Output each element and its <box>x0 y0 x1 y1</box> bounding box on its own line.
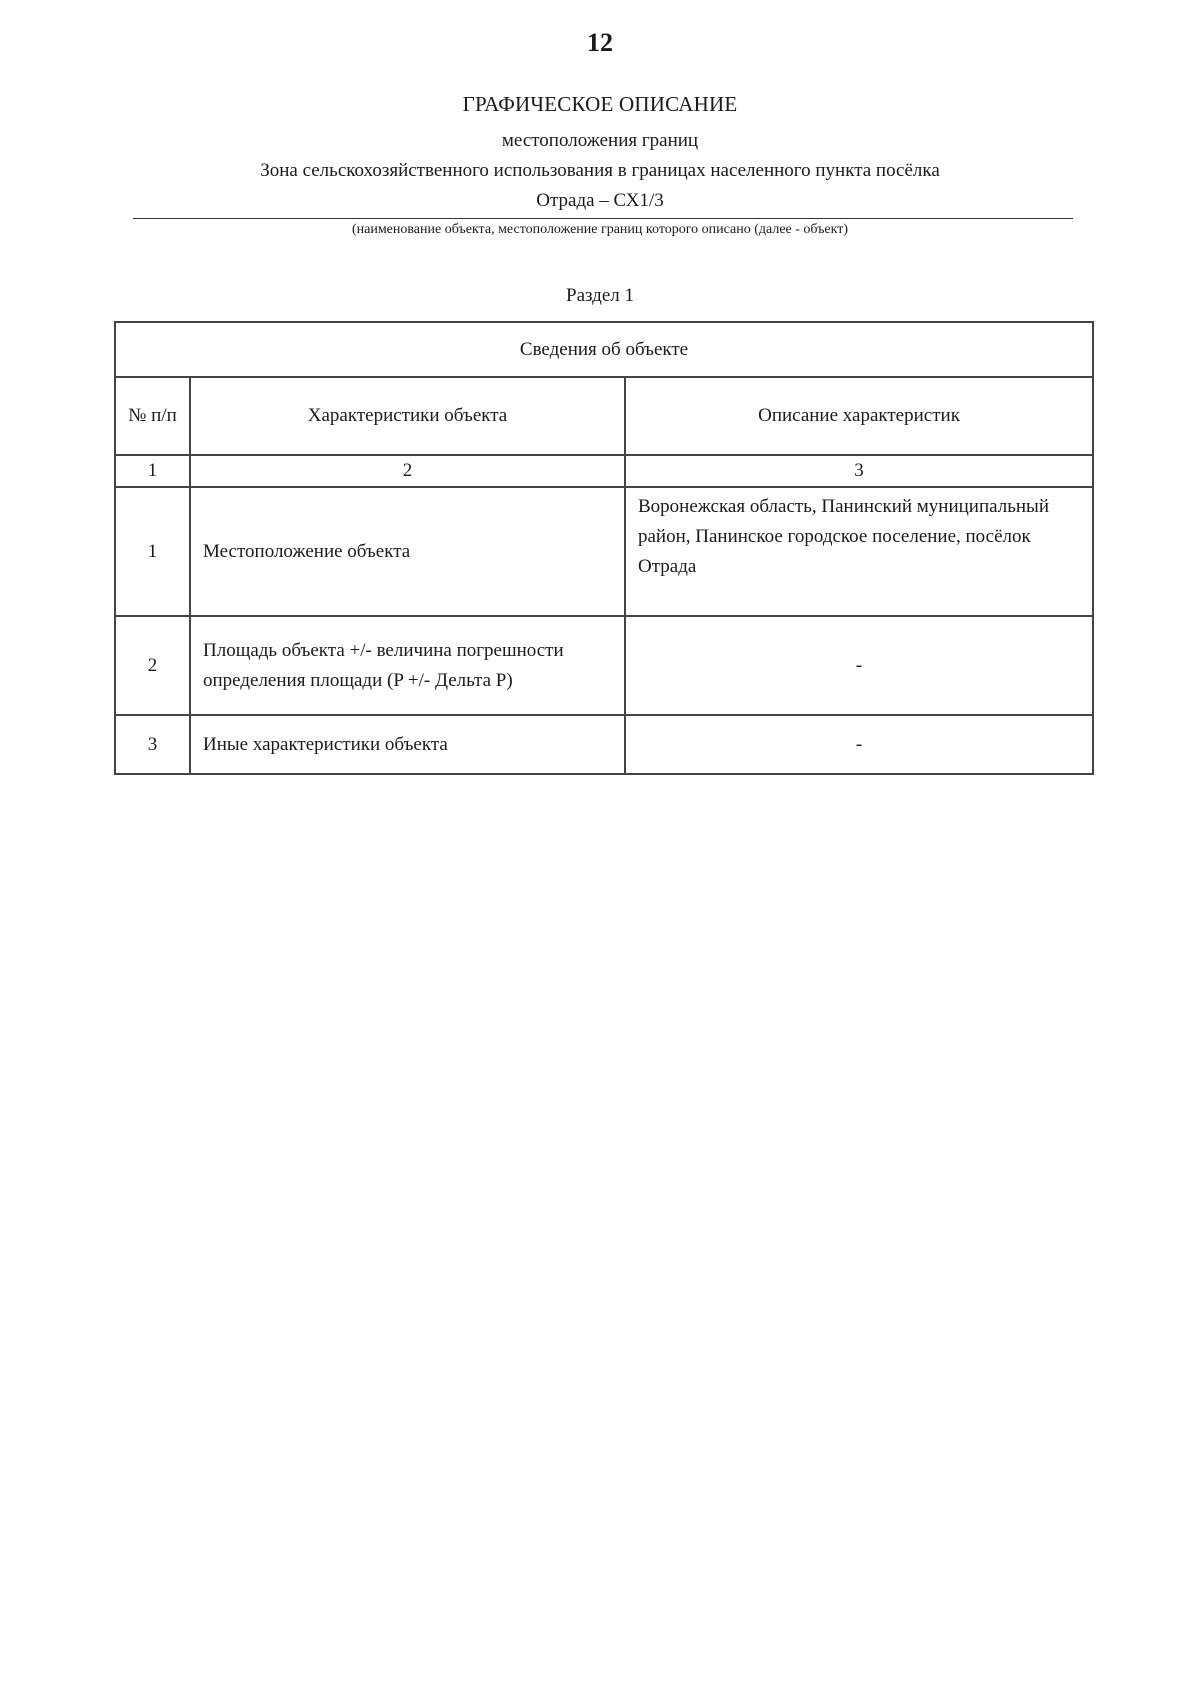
table-caption: Сведения об объекте <box>115 322 1093 377</box>
object-name-caption: (наименование объекта, местоположение границ которого описано (далее - объект) <box>351 222 849 237</box>
table-row <box>115 487 1093 616</box>
table-row <box>115 715 1093 774</box>
row-description: - <box>625 616 1093 715</box>
row-number: 3 <box>115 715 190 774</box>
column-index-1: 1 <box>115 455 190 487</box>
table-caption-row <box>115 322 1093 377</box>
section-label: Раздел 1 <box>566 285 634 306</box>
object-info-table-wrapper <box>114 321 1094 775</box>
object-name-line-2: Отрада – СХ1/3 <box>536 190 664 211</box>
row-characteristic: Местоположение объекта <box>190 487 625 616</box>
page-number: 12 <box>587 28 613 57</box>
object-name-underline <box>133 218 1073 219</box>
object-info-table <box>114 321 1094 775</box>
header-num: № п/п <box>115 377 190 455</box>
row-characteristic: Площадь объекта +/- величина погрешности определения площади (P +/- Дельта P) <box>190 616 625 715</box>
row-number: 1 <box>115 487 190 616</box>
document-subtitle: местоположения границ <box>501 130 699 151</box>
table-row <box>115 616 1093 715</box>
document-title: ГРАФИЧЕСКОЕ ОПИСАНИЕ <box>462 92 738 116</box>
row-description: Воронежская область, Панинский муниципальный район, Панинское городское поселение, посёлок Отрада <box>625 487 1093 616</box>
table-header-row <box>115 377 1093 455</box>
header-description: Описание характеристик <box>625 377 1093 455</box>
column-index-row <box>115 455 1093 487</box>
object-name-line-1: Зона сельскохозяйственного использования в границах населенного пункта посёлка <box>260 160 940 181</box>
column-index-2: 2 <box>190 455 625 487</box>
row-description: - <box>625 715 1093 774</box>
row-characteristic: Иные характеристики объекта <box>190 715 625 774</box>
row-number: 2 <box>115 616 190 715</box>
header-characteristic: Характеристики объекта <box>190 377 625 455</box>
column-index-3: 3 <box>625 455 1093 487</box>
